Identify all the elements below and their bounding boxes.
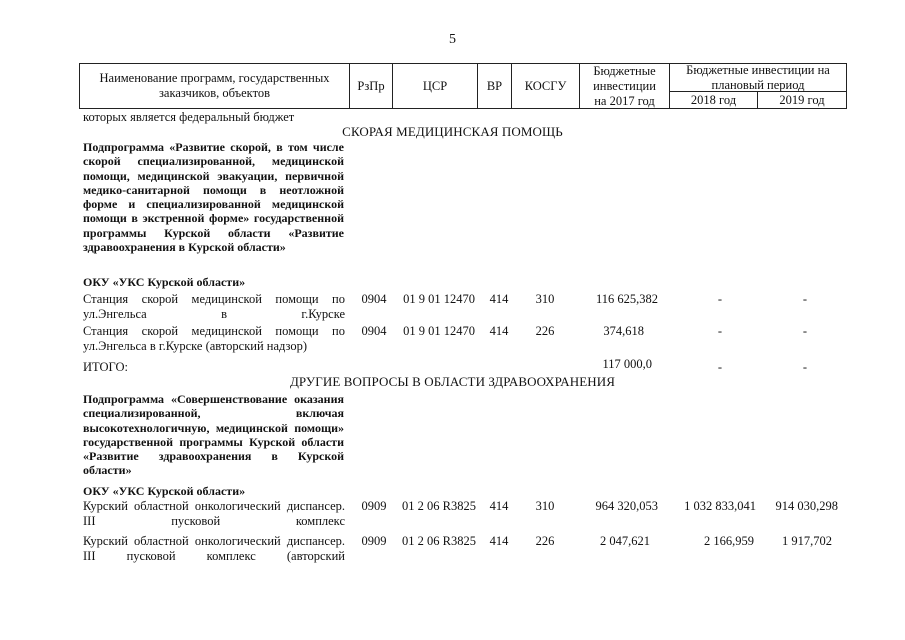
- value-2019: -: [802, 324, 808, 338]
- header-investments-2017: Бюджетные инвестиции на 2017 год: [579, 64, 669, 108]
- value-2017: 116 625,382: [595, 292, 658, 306]
- header-year-2019: 2019 год: [757, 92, 846, 109]
- kosgu-code: 226: [535, 324, 555, 338]
- value-2017: 374,618: [603, 324, 644, 338]
- table-header: [79, 63, 847, 109]
- value-2018: -: [717, 292, 723, 306]
- header-planned-period: Бюджетные инвестиции на плановый период: [669, 64, 846, 92]
- csr-code: 01 2 06 R3825: [402, 499, 476, 513]
- rzpr-code: 0904: [361, 324, 387, 338]
- subprogram-title: Подпрограмма «Совершенствование оказания специализированной, включая высокотехнологичную, медицинской помощи» государственной программы Курской области «Развитие здравоохранения в Курской области»: [83, 392, 344, 478]
- value-2017: 2 047,621: [600, 534, 650, 548]
- total-value-2017: 117 000,0: [602, 357, 652, 371]
- value-2018: -: [717, 324, 723, 338]
- object-name: Курский областной онкологический диспансер. III пусковой комплекс (авторский: [83, 534, 345, 563]
- rzpr-code: 0909: [361, 534, 387, 548]
- vr-code: 414: [489, 324, 509, 338]
- rzpr-code: 0904: [361, 292, 387, 306]
- header-year-2018: 2018 год: [669, 92, 757, 109]
- section-title: ДРУГИЕ ВОПРОСЫ В ОБЛАСТИ ЗДРАВООХРАНЕНИЯ: [289, 374, 616, 389]
- value-2018: 2 166,959: [704, 534, 754, 548]
- vr-code: 414: [489, 292, 509, 306]
- kosgu-code: 226: [535, 534, 555, 548]
- object-name: Станция скорой медицинской помощи по ул.Энгельса в г.Курске: [83, 292, 345, 321]
- organization-name: ОКУ «УКС Курской области»: [83, 484, 246, 498]
- object-name: Станция скорой медицинской помощи по ул.Энгельса в г.Курске (авторский надзор): [83, 324, 345, 353]
- header-rzpr: РзПр: [349, 64, 392, 108]
- rzpr-code: 0909: [361, 499, 387, 513]
- csr-code: 01 9 01 12470: [403, 324, 475, 338]
- header-csr: ЦСР: [392, 64, 477, 108]
- csr-code: 01 2 06 R3825: [402, 534, 476, 548]
- csr-code: 01 9 01 12470: [403, 292, 475, 306]
- header-name-column: Наименование программ, государственных заказчиков, объектов: [99, 71, 330, 100]
- value-2019: 1 917,702: [782, 534, 832, 548]
- value-2019: 914 030,298: [775, 499, 838, 513]
- kosgu-code: 310: [535, 499, 555, 513]
- page-number: 5: [449, 32, 456, 47]
- value-2017: 964 320,053: [595, 499, 658, 513]
- header-vr: ВР: [477, 64, 511, 108]
- carry-over-text: которых является федеральный бюджет: [83, 110, 295, 124]
- vr-code: 414: [489, 534, 509, 548]
- organization-name: ОКУ «УКС Курской области»: [83, 275, 246, 289]
- value-2019: -: [802, 292, 808, 306]
- total-value-2018: -: [717, 360, 723, 374]
- value-2018: 1 032 833,041: [684, 499, 756, 513]
- vr-code: 414: [489, 499, 509, 513]
- subprogram-title: Подпрограмма «Развитие скорой, в том числе скорой специализированной, медицинской помощи, медицинской эвакуации, первичной медико-санитарной помощи в неотложной форме и специализированной медицинской помощи в экстренной форме» государственной программы Курской области «Развитие здравоохранения в Курской области»: [83, 140, 344, 255]
- section-title: СКОРАЯ МЕДИЦИНСКАЯ ПОМОЩЬ: [342, 124, 563, 139]
- total-label: ИТОГО:: [83, 360, 128, 374]
- header-kosgu: КОСГУ: [511, 64, 579, 108]
- kosgu-code: 310: [535, 292, 555, 306]
- total-value-2019: -: [802, 360, 808, 374]
- object-name: Курский областной онкологический диспансер. III пусковой комплекс: [83, 499, 345, 528]
